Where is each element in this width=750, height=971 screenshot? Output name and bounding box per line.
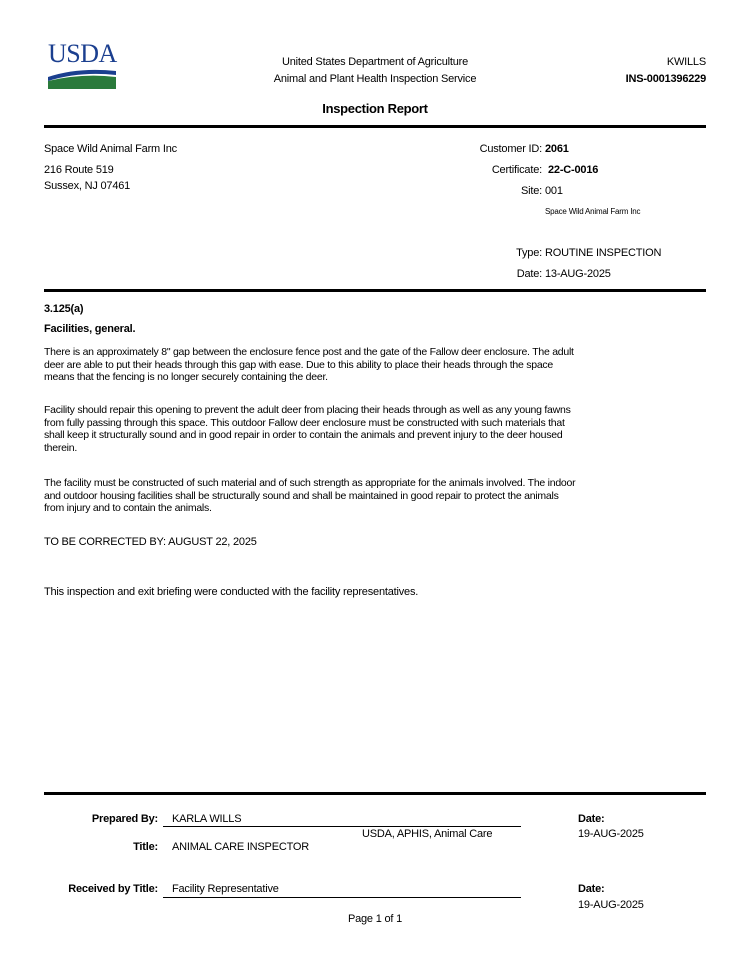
received-by-underline bbox=[163, 897, 521, 898]
prepared-by-underline bbox=[163, 826, 521, 827]
section-rule bbox=[44, 289, 706, 292]
prepared-date: 19-AUG-2025 bbox=[578, 828, 644, 840]
exit-briefing-note: This inspection and exit briefing were conducted with the facility representatives. bbox=[44, 586, 419, 598]
service-name: Animal and Plant Health Inspection Service bbox=[273, 73, 477, 85]
site-number: 001 bbox=[545, 185, 563, 197]
facility-address-line2: Sussex, NJ 07461 bbox=[44, 180, 131, 192]
citation-paragraph-1: There is an approximately 8" gap between the enclosure fence post and the gate of the Fallow deer enclosure. The adult deer are able to put their heads through this gap with ease. Due to this ability to place their heads through the space means that the fencing is no longer securely containing the deer. bbox=[44, 346, 574, 383]
department-name: United States Department of Agriculture bbox=[281, 56, 469, 68]
received-date: 19-AUG-2025 bbox=[578, 899, 644, 911]
inspection-type: ROUTINE INSPECTION bbox=[545, 247, 662, 259]
usda-logo bbox=[48, 40, 118, 90]
citation-heading: Facilities, general. bbox=[44, 323, 136, 335]
report-title: Inspection Report bbox=[322, 101, 428, 116]
type-label: Type: bbox=[516, 247, 542, 259]
certificate-number: 22-C-0016 bbox=[548, 164, 599, 176]
prepared-date-label: Date: bbox=[578, 813, 605, 825]
inspector-code: KWILLS bbox=[666, 56, 706, 68]
inspector-organization: USDA, APHIS, Animal Care bbox=[362, 828, 493, 840]
received-date-label: Date: bbox=[578, 883, 605, 895]
received-by-name: Facility Representative bbox=[172, 883, 279, 895]
facility-name: Space Wild Animal Farm Inc bbox=[44, 143, 177, 155]
title-label: Title: bbox=[133, 841, 158, 853]
header-rule bbox=[44, 125, 706, 128]
received-by-label: Received by Title: bbox=[68, 883, 158, 895]
citation-code: 3.125(a) bbox=[44, 303, 84, 315]
prepared-by-label: Prepared By: bbox=[91, 813, 158, 825]
prepared-by-name: KARLA WILLS bbox=[172, 813, 242, 825]
inspection-number: INS-0001396229 bbox=[625, 73, 706, 85]
usda-logo-text: USDA bbox=[48, 39, 117, 68]
site-label: Site: bbox=[520, 185, 542, 197]
citation-paragraph-3: The facility must be constructed of such material and of such strength as appropriate for the animals involved. The indoor and outdoor housing facilities shall be structurally sound and shall be maintained in good repair to protect the animals from injury and to contain the animals. bbox=[44, 477, 576, 514]
citation-paragraph-2: Facility should repair this opening to prevent the adult deer from placing their heads through as well as any young fawns from fully passing through this space. This outdoor Fallow deer enclosure must be constructed with such materials that shall keep it structurally sound and in good repair in order to contain the animals and prevent injury to the deer housed therein. bbox=[44, 404, 571, 454]
signature-rule bbox=[44, 792, 706, 795]
inspection-date: 13-AUG-2025 bbox=[545, 268, 611, 280]
correction-deadline: TO BE CORRECTED BY: AUGUST 22, 2025 bbox=[44, 536, 257, 548]
date-label: Date: bbox=[516, 268, 542, 280]
facility-address-line1: 216 Route 519 bbox=[44, 164, 114, 176]
page-number: Page 1 of 1 bbox=[347, 913, 403, 925]
certificate-label: Certificate: bbox=[491, 164, 542, 176]
customer-id: 2061 bbox=[545, 143, 569, 155]
site-name: Space Wild Animal Farm Inc bbox=[545, 207, 641, 216]
usda-logo-swoosh-icon bbox=[48, 67, 116, 89]
inspector-title: ANIMAL CARE INSPECTOR bbox=[172, 841, 309, 853]
customer-id-label: Customer ID: bbox=[479, 143, 542, 155]
